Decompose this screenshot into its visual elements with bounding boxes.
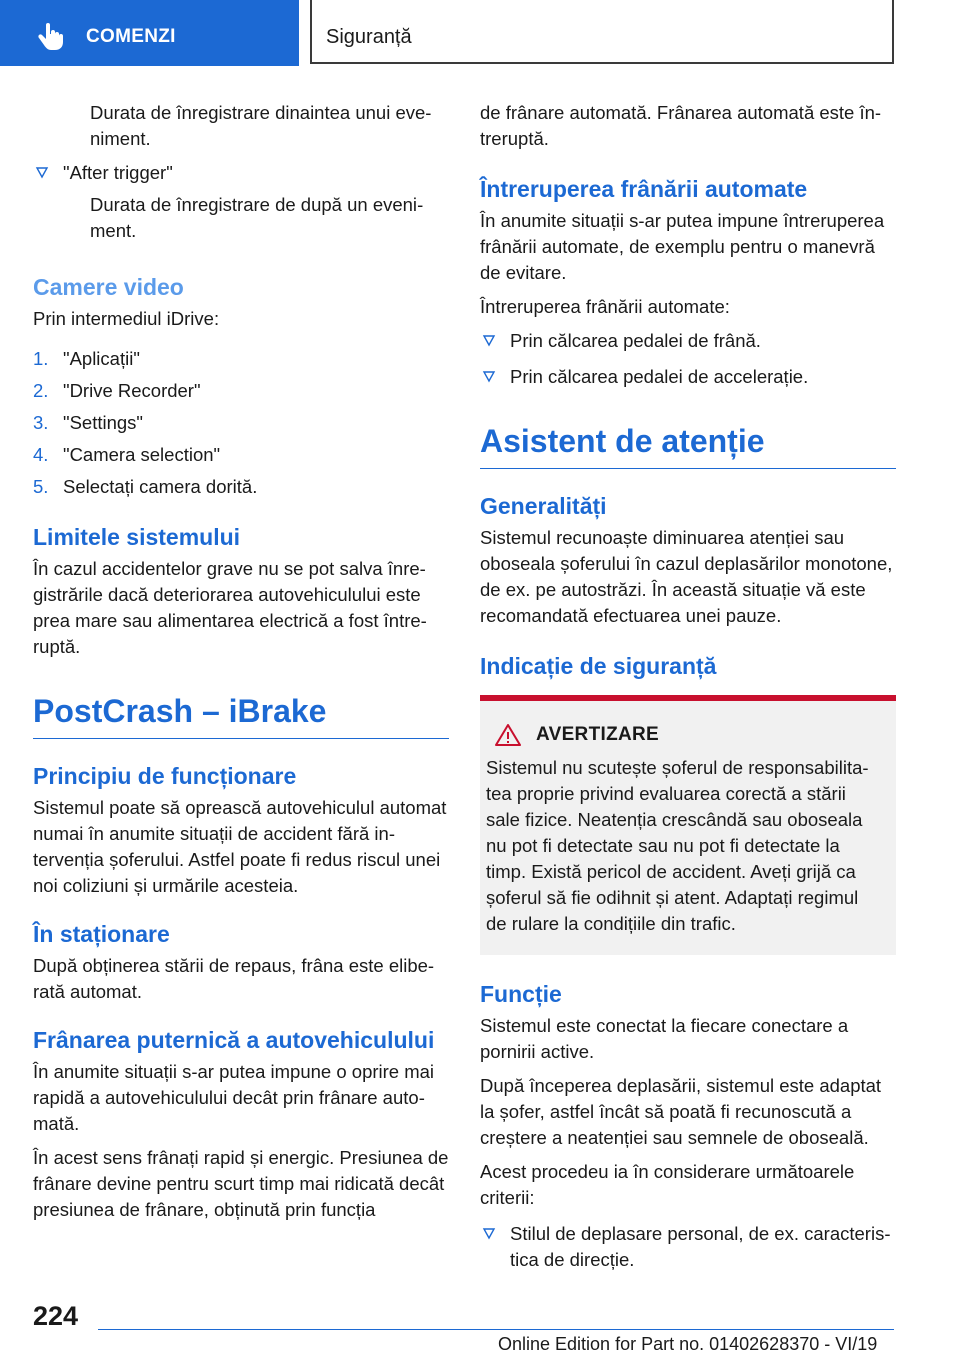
section-heading: Camere video: [33, 274, 184, 300]
section-heading: Principiu de funcționare: [33, 763, 297, 789]
triangle-bullet-icon: [482, 368, 496, 384]
paragraph: Întreruperea frânării automate:: [480, 296, 730, 317]
page-number: 224: [33, 1301, 79, 1331]
triangle-bullet-icon: [482, 1225, 496, 1241]
triangle-bullet-icon: [35, 164, 49, 180]
paragraph: În anumite situații s-ar putea impune o oprire mai rapidă a autovehiculului decât prin frânare automată.: [33, 1061, 435, 1134]
paragraph: Sistemul poate să oprească autovehiculul automat numai în anumite situații de accident fără intervenția șoferului. Astfel poate fi redus riscul unei noi coliziuni și urmările acesteia.: [33, 797, 447, 896]
right-column: [480, 100, 896, 1283]
chapter-heading: PostCrash – iBrake: [33, 693, 327, 729]
section-heading: Limitele sistemului: [33, 524, 241, 550]
list-item: 4. "Camera selection": [33, 444, 221, 465]
list-item-label: Prin călcarea pedalei de frână.: [510, 330, 761, 351]
chapter-tab[interactable]: [0, 0, 299, 66]
warning-title: AVERTIZARE: [536, 724, 659, 745]
section-heading: Frânarea puternică a autovehiculului: [33, 1027, 435, 1053]
paragraph: Acest procedeu ia în considerare următoarele criterii:: [480, 1161, 855, 1208]
list-item-label: "After trigger": [63, 162, 173, 183]
heading-divider: [480, 468, 896, 469]
paragraph: Prin intermediul iDrive:: [33, 308, 220, 329]
footer-divider: [98, 1329, 894, 1330]
paragraph: Sistemul recunoaște diminuarea atenției sau oboseala șoferului în cazul deplasărilor monotone, de ex. pe autostrăzi. În această situație vă este recomandată efectuarea unei pauze.: [480, 527, 893, 626]
numbered-list: [33, 346, 449, 500]
warning-box: [480, 695, 896, 955]
triangle-bullet-icon: [482, 332, 496, 348]
hand-pointer-icon: [38, 22, 64, 50]
section-heading: Generalități: [480, 493, 607, 519]
paragraph: Durata de înregistrare de după un eveniment.: [90, 194, 424, 241]
paragraph: de frânare automată. Frânarea automată este întreruptă.: [480, 102, 882, 149]
paragraph: După obținerea stării de repaus, frâna este eliberată automat.: [33, 955, 435, 1002]
paragraph: Sistemul este conectat la fiecare conectare a pornirii active.: [480, 1015, 849, 1062]
section-title: Siguranță: [326, 26, 412, 48]
section-heading: Funcție: [480, 981, 562, 1007]
list-item-label: Prin călcarea pedalei de accelerație.: [510, 366, 809, 387]
list-item: [480, 364, 896, 390]
heading-divider: [33, 738, 449, 739]
chapter-heading: Asistent de atenție: [480, 423, 765, 459]
warning-text: Sistemul nu scutește șoferul de responsabilitatea proprie privind evaluarea corectă a stării sale fizice. Neatenția crescândă sau oboseala nu pot fi detectate sau nu pot fi detectate la timp. Există pericol de accident. Aveți grijă ca șoferul să fie odihnit și atent. Adaptați regimul de rulare la condițiile din trafic.: [486, 757, 869, 934]
list-item: 5. Selectați camera dorită.: [33, 476, 258, 497]
list-item: [480, 1221, 896, 1273]
paragraph: După începerea deplasării, sistemul este adaptat la șofer, astfel încât să poată fi recunoscută a creștere a neatenției sau semnele de oboseală.: [480, 1075, 882, 1148]
list-item: 1. "Aplicații": [33, 348, 140, 369]
paragraph: Durata de înregistrare dinaintea unui eveniment.: [90, 102, 432, 149]
warning-triangle-icon: [494, 723, 522, 747]
left-column: [33, 100, 449, 1231]
section-heading: Întreruperea frânării automate: [480, 176, 808, 202]
list-item: 3. "Settings": [33, 412, 143, 433]
section-header: [310, 0, 894, 64]
list-item: [480, 328, 896, 354]
warning-header: [486, 723, 870, 747]
section-heading: Indicație de siguranță: [480, 653, 717, 679]
list-item: [33, 160, 449, 186]
list-item: 2. "Drive Recorder": [33, 380, 201, 401]
list-item-label: Stilul de deplasare personal, de ex. caracteristica de direcție.: [510, 1223, 891, 1270]
paragraph: În anumite situații s-ar putea impune întreruperea frânării automate, de exemplu pentru o manevră de evitare.: [480, 210, 885, 283]
chapter-tab-label: COMENZI: [86, 26, 176, 47]
paragraph: În acest sens frânați rapid și energic. Presiunea de frânare devine pentru scurt timp mai ridicată decât presiunea de frânare, obținută prin funcția: [33, 1147, 449, 1220]
footer-edition: Online Edition for Part no. 01402628370 - VI/19: [498, 1334, 878, 1354]
paragraph: În cazul accidentelor grave nu se pot salva înregistrările dacă deteriorarea autovehiculului este prea mare sau alimentarea electrică a fost întreruptă.: [33, 558, 427, 657]
section-heading: În staționare: [33, 921, 170, 947]
